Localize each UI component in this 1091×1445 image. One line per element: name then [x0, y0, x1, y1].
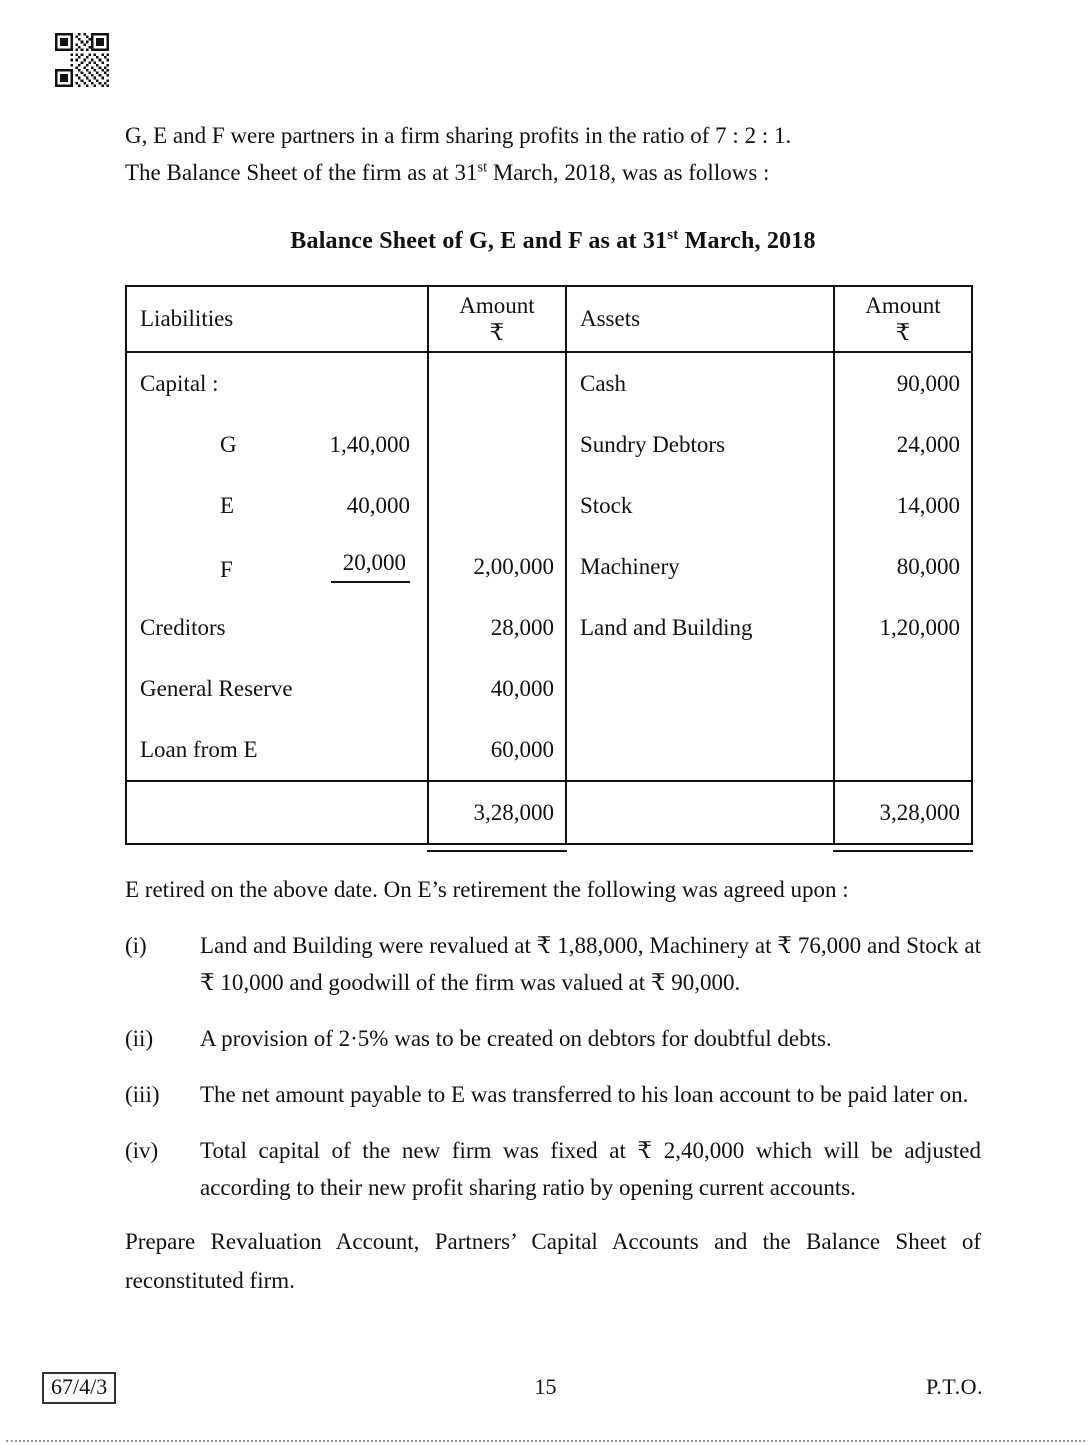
list-item-text: The net amount payable to E was transferred to his loan account to be paid later on.	[200, 1082, 969, 1107]
table-row	[126, 658, 972, 719]
asset-cell	[566, 781, 834, 844]
partner-capital-value: 1,40,000	[329, 431, 410, 457]
liability-cell	[126, 536, 428, 597]
list-item	[125, 1132, 981, 1206]
table-row	[126, 597, 972, 658]
list-marker: (iv)	[125, 1138, 159, 1163]
asset-amount-cell: 14,000	[834, 475, 972, 536]
asset-amount-cell: 24,000	[834, 414, 972, 475]
list-item-text: Land and Building were revalued at ₹ 1,88,000, Machinery at ₹ 76,000 and Stock at ₹ 10,000 and goodwill of the firm was valued at ₹ 90,000.	[200, 933, 981, 995]
title-post: March, 2018	[678, 228, 816, 254]
list-marker: (ii)	[125, 1026, 154, 1051]
liability-cell: Loan from E	[126, 719, 428, 781]
page-number: 15	[534, 1374, 557, 1399]
balance-sheet-title	[125, 228, 981, 255]
partner-letter: F	[220, 557, 233, 582]
list-marker: (i)	[125, 933, 147, 958]
liability-cell	[126, 475, 428, 536]
intro-line-2	[125, 154, 981, 191]
paper-code-badge: 67/4/3	[42, 1372, 116, 1404]
partner-letter: G	[220, 431, 237, 457]
asset-cell: Machinery	[566, 536, 834, 597]
assets-header: Assets	[566, 286, 834, 352]
asset-cell	[566, 658, 834, 719]
liability-cell: Capital :	[126, 352, 428, 414]
liability-cell: Creditors	[126, 597, 428, 658]
asset-amount-cell: 80,000	[834, 536, 972, 597]
conditions-list	[125, 927, 981, 1206]
partner-capital-value-underlined: 20,000	[331, 550, 410, 583]
table-row	[126, 414, 972, 475]
asset-amount-cell	[834, 658, 972, 719]
liability-cell: General Reserve	[126, 658, 428, 719]
list-item-text: Total capital of the new firm was fixed at ₹ 2,40,000 which will be adjusted according to their new profit sharing ratio by opening current accounts.	[200, 1138, 981, 1200]
list-item	[125, 1076, 981, 1113]
closing-instruction: Prepare Revaluation Account, Partners’ Capital Accounts and the Balance Sheet of reconstituted firm.	[125, 1229, 981, 1293]
list-item	[125, 927, 981, 1001]
list-item	[125, 1020, 981, 1057]
total-asset-amount-cell: 3,28,000	[834, 781, 972, 844]
asset-amount-cell: 1,20,000	[834, 597, 972, 658]
rupee-symbol: ₹	[895, 320, 911, 345]
liability-cell	[126, 414, 428, 475]
amount-cell	[428, 475, 566, 536]
balance-sheet-table	[125, 285, 973, 845]
amount-cell: 40,000	[428, 658, 566, 719]
retirement-paragraph: E retired on the above date. On E’s retirement the following was agreed upon :	[125, 877, 849, 902]
amount-header-word: Amount	[459, 293, 535, 318]
rupee-symbol: ₹	[489, 320, 505, 345]
page-content	[125, 94, 981, 1300]
asset-amount-cell: 90,000	[834, 352, 972, 414]
amount-header-right	[834, 286, 972, 352]
asset-cell: Sundry Debtors	[566, 414, 834, 475]
qr-code	[55, 33, 109, 87]
table-row	[126, 719, 972, 781]
partner-capital-value: 40,000	[346, 492, 410, 518]
table-row	[126, 475, 972, 536]
liabilities-header: Liabilities	[126, 286, 428, 352]
scan-artifact-line	[6, 1440, 1085, 1442]
asset-amount-cell	[834, 719, 972, 781]
amount-cell: 60,000	[428, 719, 566, 781]
amount-header-word: Amount	[865, 293, 941, 318]
intro-line-2-post: March, 2018, was as follows :	[487, 160, 770, 185]
amount-cell	[428, 352, 566, 414]
asset-cell: Land and Building	[566, 597, 834, 658]
title-pre: Balance Sheet of G, E and F as at 31	[290, 228, 668, 254]
ordinal-superscript: st	[667, 227, 679, 243]
asset-cell	[566, 719, 834, 781]
amount-cell	[428, 414, 566, 475]
pto-label: P.T.O.	[926, 1374, 983, 1399]
list-marker: (iii)	[125, 1082, 160, 1107]
table-row	[126, 352, 972, 414]
total-amount-cell: 3,28,000	[428, 781, 566, 844]
table-row	[126, 536, 972, 597]
intro-paragraph	[125, 117, 981, 191]
amount-header-left	[428, 286, 566, 352]
page-footer	[0, 1372, 1091, 1406]
table-total-row	[126, 781, 972, 844]
amount-cell: 28,000	[428, 597, 566, 658]
intro-line-1: G, E and F were partners in a firm sharing profits in the ratio of 7 : 2 : 1.	[125, 123, 792, 148]
liability-cell	[126, 781, 428, 844]
partner-letter: E	[220, 492, 235, 518]
intro-line-2-pre: The Balance Sheet of the firm as at 31	[125, 160, 478, 185]
ordinal-superscript: st	[477, 159, 488, 176]
list-item-text: A provision of 2·5% was to be created on debtors for doubtful debts.	[200, 1026, 832, 1051]
asset-cell: Stock	[566, 475, 834, 536]
asset-cell: Cash	[566, 352, 834, 414]
amount-cell: 2,00,000	[428, 536, 566, 597]
table-header-row	[126, 286, 972, 352]
